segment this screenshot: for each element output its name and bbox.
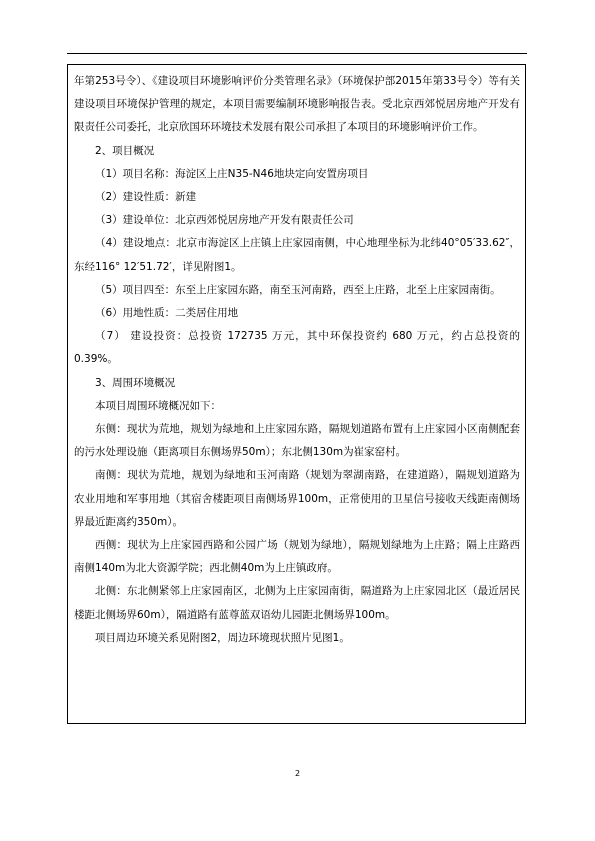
section-heading-project-overview: 2、项目概况: [95, 144, 155, 157]
item-project-name: （1）项目名称：海淀区上庄N35-N46地块定向安置房项目: [95, 167, 369, 180]
paragraph-north-side: 北侧：东北侧紧邻上庄家园南区，北侧为上庄家园南街，隔道路为上庄家园北区（最近居民楼距北侧场界60m），隔道路有蓝尊蓝双语幼儿园距北侧场界100m。: [74, 585, 520, 621]
section-heading-surroundings: 3、周围环境概况: [95, 376, 176, 389]
item-investment: （7） 建设投资：总投资 172735 万元，其中环保投资约 680 万元，约占总投资的0.39%。: [74, 330, 520, 366]
item-construction-site: （4）建设地点：北京市海淀区上庄镇上庄家园南侧，中心地理坐标为北纬40°05′33.62″，东经116° 12′51.72′，详见附图1。: [74, 237, 520, 273]
paragraph-south-side: 南侧：现状为荒地，规划为绿地和玉河南路（规划为翠湖南路，在建道路），隔规划道路为农业用地和军事用地（其宿舍楼距项目南侧场界100m，正常使用的卫星信号接收天线距南侧场界最近距离约350m）。: [74, 469, 520, 528]
paragraph-figure-reference: 项目周边环境关系见附图2，周边环境现状照片见图1。: [95, 631, 350, 644]
item-construction-nature: （2）建设性质：新建: [95, 191, 197, 204]
paragraph-intro: 年第253号令）、《建设项目环境影响评价分类管理名录》（环境保护部2015年第33号令）等有关建设项目环境保护管理的规定，本项目需要编制环境影响报告表。受北京西郊悦居房地产开发有限责任公司委托，北京欣国环环境技术发展有限公司承担了本项目的环境影响评价工作。: [74, 75, 520, 134]
item-land-use: （6）用地性质：二类居住用地: [95, 307, 239, 320]
document-body: [74, 70, 520, 650]
paragraph-surroundings-intro: 本项目周围环境概况如下：: [95, 399, 221, 412]
page-number: 2: [294, 769, 301, 778]
item-project-boundaries: （5）项目四至：东至上庄家园东路，南至玉河南路，西至上庄路，北至上庄家园南街。: [95, 283, 501, 296]
paragraph-west-side: 西侧：现状为上庄家园西路和公园广场（规划为绿地），隔规划绿地为上庄路；隔上庄路西南侧140m为北大资源学院；西北侧40m为上庄镇政府。: [74, 539, 520, 575]
paragraph-east-side: 东侧：现状为荒地，规划为绿地和上庄家园东路，隔规划道路布置有上庄家园小区南侧配套的污水处理设施（距离项目东侧场界50m）；东北侧130m为崔家窑村。: [74, 423, 520, 459]
header-rule: [67, 53, 527, 54]
item-construction-unit: （3）建设单位：北京西郊悦居房地产开发有限责任公司: [95, 214, 354, 227]
